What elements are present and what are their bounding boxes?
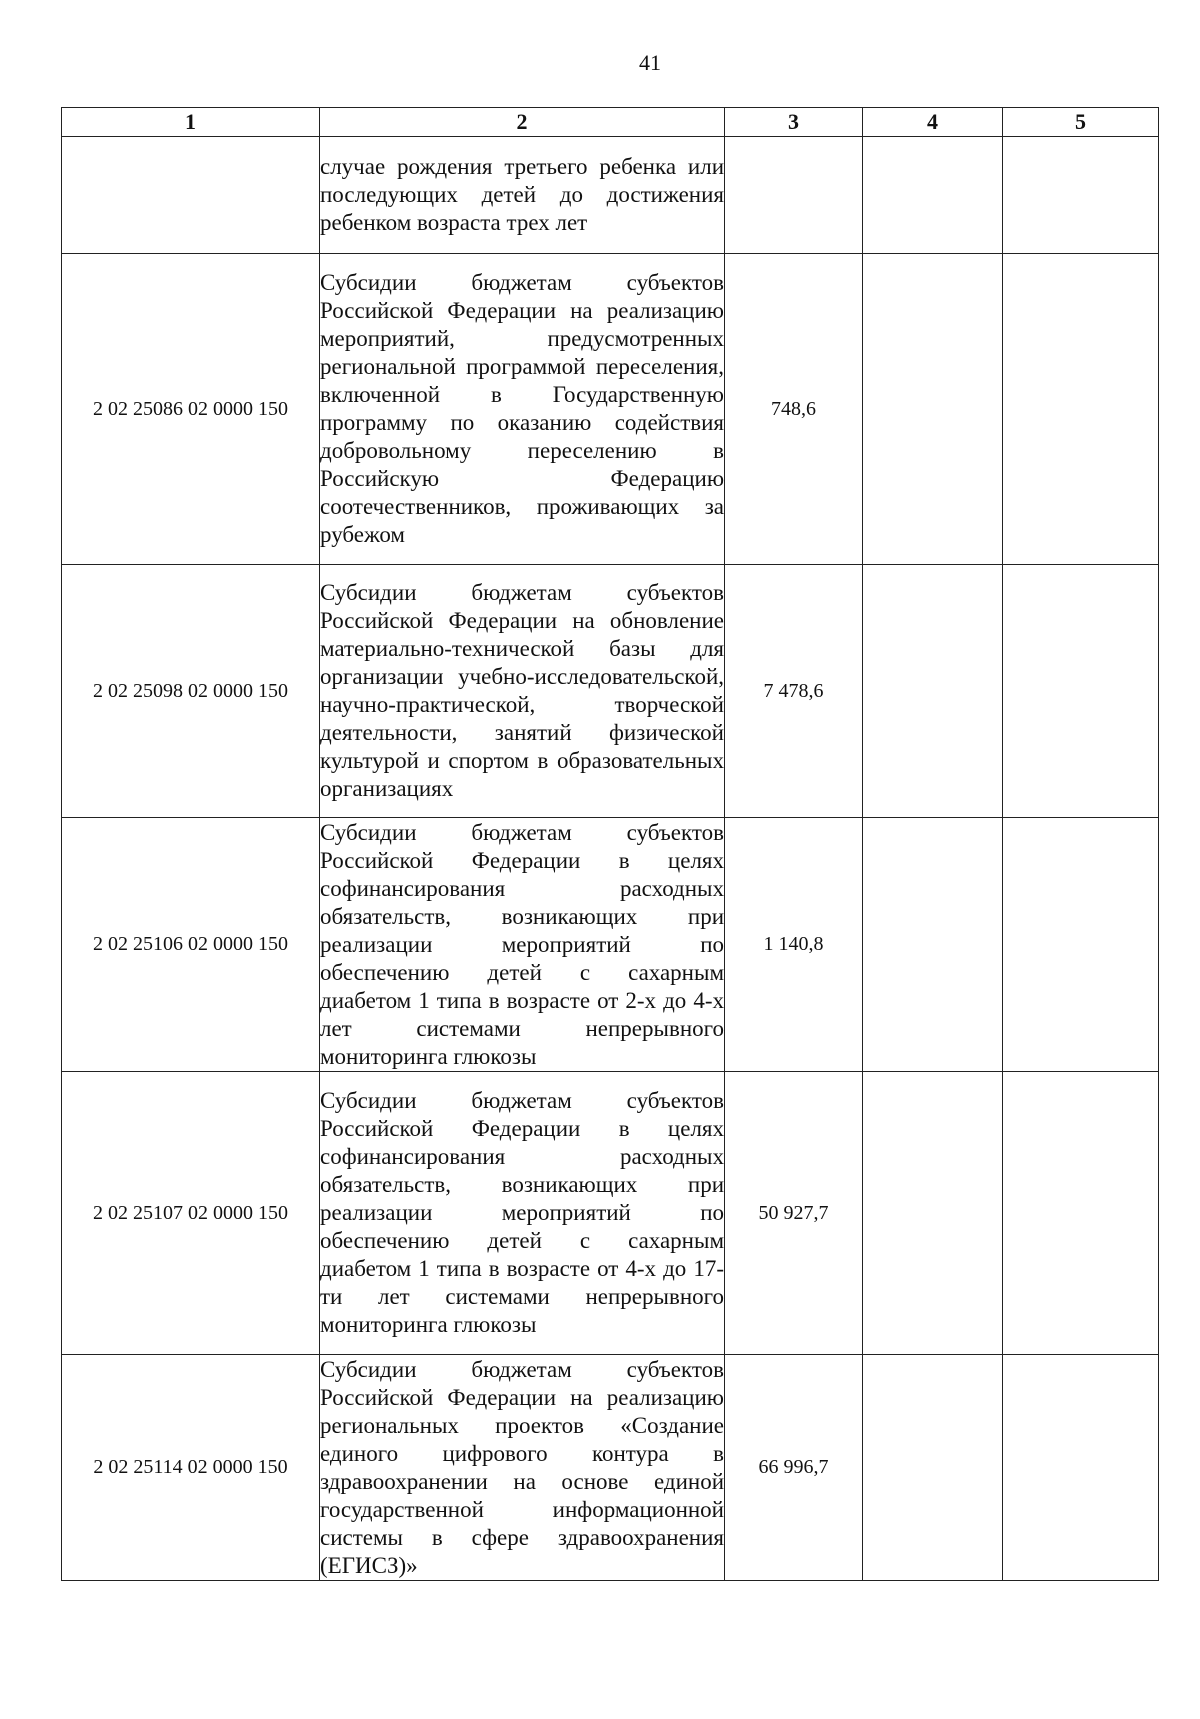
header-col-3: 3: [725, 108, 863, 137]
row-description: Субсидии бюджетам субъектов Российской Федерации в целях софинансирования расходных обязательств, возникающих при реализации мероприятий по обеспечению детей с сахарным диабетом 1 типа в возрасте от 4-х до 17-ти лет системами непрерывного мониторинга глюкозы: [320, 1072, 725, 1355]
row-col-5: [1003, 1072, 1159, 1355]
row-description: Субсидии бюджетам субъектов Российской Федерации на реализацию региональных проектов «Создание единого цифрового контура в здравоохранении на основе единой государственной информационной системы в сфере здравоохранения (ЕГИСЗ)»: [320, 1355, 725, 1581]
row-col-5: [1003, 254, 1159, 565]
row-description: случае рождения третьего ребенка или последующих детей до достижения ребенком возраста трех лет: [320, 137, 725, 254]
header-col-5: 5: [1003, 108, 1159, 137]
table-row: [62, 1072, 1159, 1355]
header-col-1: 1: [62, 108, 320, 137]
table-row: [62, 1355, 1159, 1581]
row-code: 2 02 25114 02 0000 150: [62, 1355, 320, 1581]
row-description: Субсидии бюджетам субъектов Российской Федерации на обновление материально-технической базы для организации учебно-исследовательской, научно-практической, творческой деятельности, занятий физической культурой и спортом в образовательных организациях: [320, 565, 725, 818]
row-amount: 1 140,8: [725, 818, 863, 1072]
row-code: 2 02 25098 02 0000 150: [62, 565, 320, 818]
row-code: 2 02 25107 02 0000 150: [62, 1072, 320, 1355]
table-row: [62, 137, 1159, 254]
header-col-2: 2: [320, 108, 725, 137]
row-amount: 66 996,7: [725, 1355, 863, 1581]
row-code: 2 02 25086 02 0000 150: [62, 254, 320, 565]
row-col-5: [1003, 818, 1159, 1072]
header-row: [62, 108, 1159, 137]
row-col-5: [1003, 1355, 1159, 1581]
header-col-4: 4: [863, 108, 1003, 137]
row-col-4: [863, 254, 1003, 565]
row-col-4: [863, 818, 1003, 1072]
row-col-5: [1003, 565, 1159, 818]
row-description: Субсидии бюджетам субъектов Российской Федерации в целях софинансирования расходных обязательств, возникающих при реализации мероприятий по обеспечению детей с сахарным диабетом 1 типа в возрасте от 2-х до 4-х лет системами непрерывного мониторинга глюкозы: [320, 818, 725, 1072]
table-row: [62, 565, 1159, 818]
row-col-4: [863, 1072, 1003, 1355]
table-row: [62, 818, 1159, 1072]
row-col-4: [863, 1355, 1003, 1581]
row-amount: 748,6: [725, 254, 863, 565]
row-code: [62, 137, 320, 254]
row-code: 2 02 25106 02 0000 150: [62, 818, 320, 1072]
row-col-5: [1003, 137, 1159, 254]
page-number: 41: [639, 50, 661, 75]
row-col-4: [863, 565, 1003, 818]
row-amount: 50 927,7: [725, 1072, 863, 1355]
row-amount: 7 478,6: [725, 565, 863, 818]
row-col-4: [863, 137, 1003, 254]
budget-table: [61, 107, 1159, 1581]
row-amount: [725, 137, 863, 254]
table-row: [62, 254, 1159, 565]
row-description: Субсидии бюджетам субъектов Российской Федерации на реализацию мероприятий, предусмотренных региональной программой переселения, включенной в Государственную программу по оказанию содействия добровольному переселению в Российскую Федерацию соотечественников, проживающих за рубежом: [320, 254, 725, 565]
